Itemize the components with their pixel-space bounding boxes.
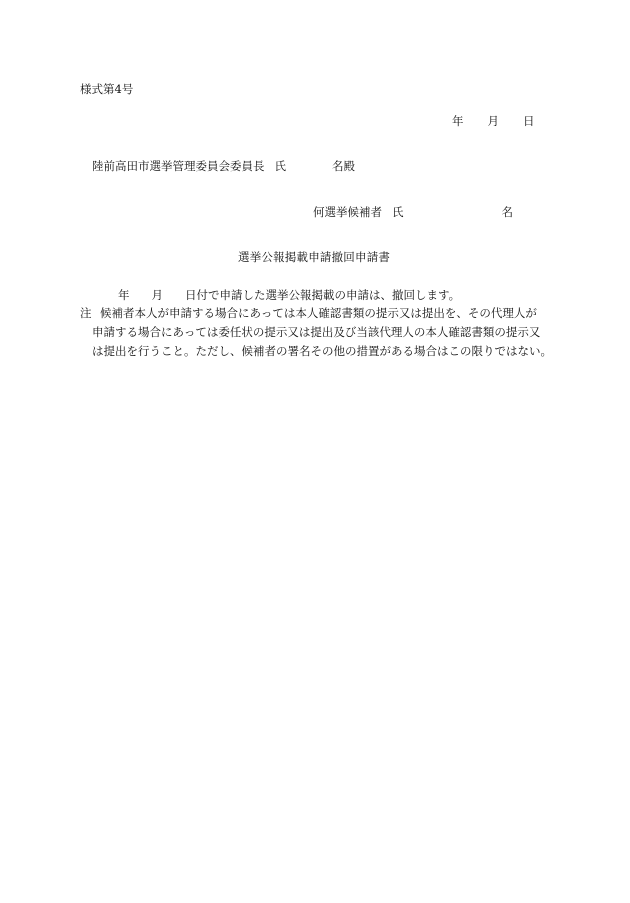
body-text bbox=[118, 290, 460, 302]
addressee-mei-dono: 名殿 bbox=[332, 159, 355, 173]
form-number: 様式第4号 bbox=[80, 82, 134, 96]
body-month-label: 月 bbox=[151, 288, 163, 302]
addressee-office: 陸前高田市選挙管理委員会委員長 bbox=[92, 159, 265, 173]
body-year-label: 年 bbox=[118, 288, 130, 302]
date-month-label: 月 bbox=[487, 114, 499, 128]
date-row bbox=[452, 116, 535, 128]
note-line-2: 申請する場合にあっては委任状の提示又は提出及び当該代理人の本人確認書類の提示又 bbox=[92, 325, 541, 339]
applicant-shi: 氏 bbox=[392, 205, 404, 219]
body-statement: 日付で申請した選挙公報掲載の申請は、撤回します。 bbox=[185, 288, 461, 302]
applicant-label: 何選挙候補者 bbox=[313, 205, 382, 219]
document-title: 選挙公報掲載申請撤回申請書 bbox=[238, 250, 391, 264]
date-day-label: 日 bbox=[523, 114, 535, 128]
note-line-3: は提出を行うこと。ただし、候補者の署名その他の措置がある場合はこの限りではない。 bbox=[92, 344, 552, 358]
note-text-1: 候補者本人が申請する場合にあっては本人確認書類の提示又は提出を、その代理人が bbox=[100, 306, 537, 320]
applicant-mei: 名 bbox=[501, 205, 513, 219]
addressee bbox=[92, 161, 355, 173]
addressee-shi: 氏 bbox=[274, 159, 286, 173]
applicant bbox=[313, 207, 513, 219]
note-line-1 bbox=[80, 308, 537, 320]
date-year-label: 年 bbox=[452, 114, 464, 128]
note-label: 注 bbox=[80, 306, 92, 320]
